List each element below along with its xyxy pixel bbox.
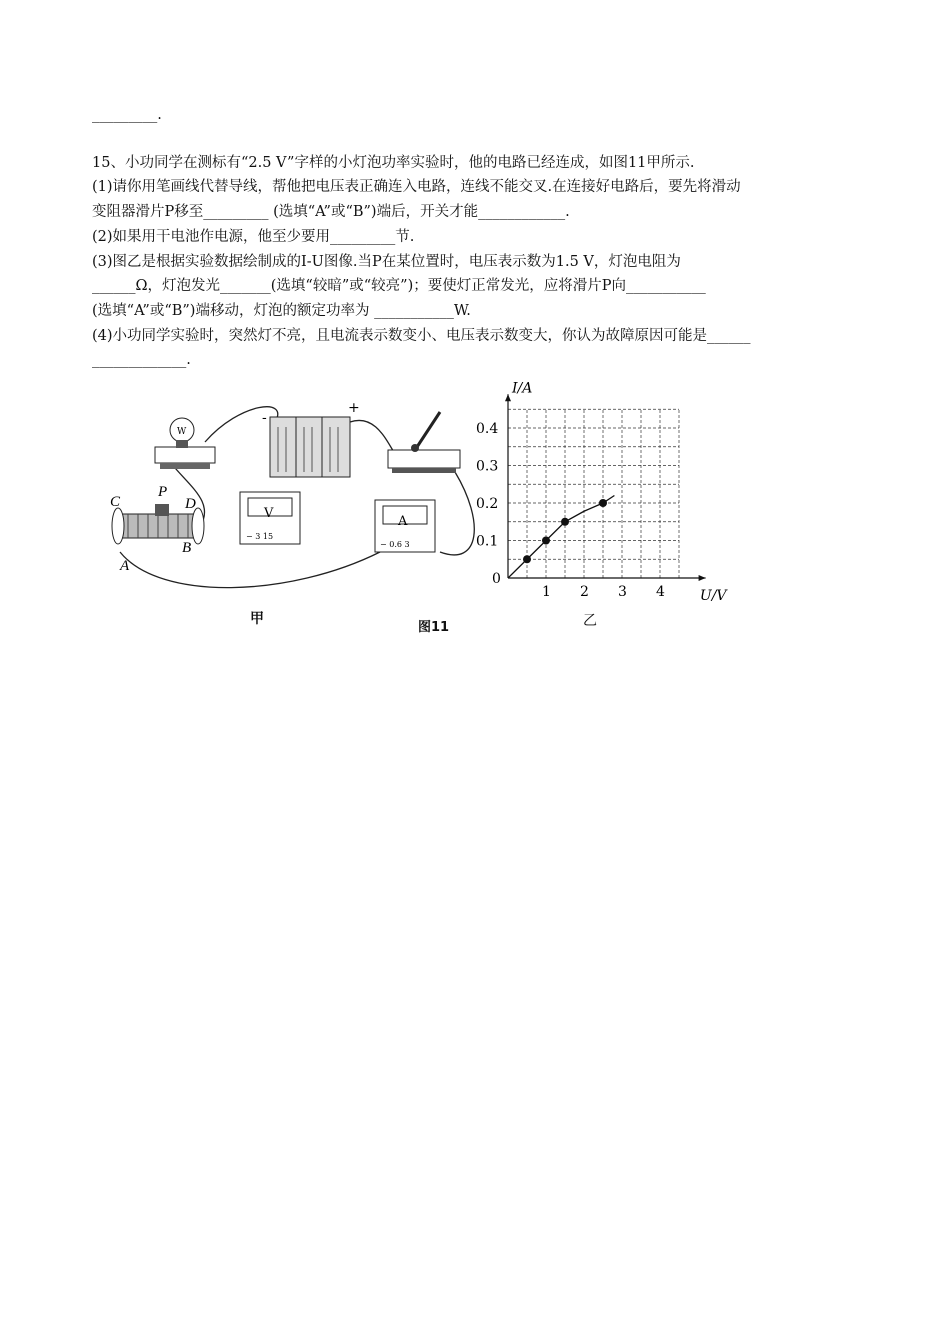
text-line: ______Ω，灯泡发光_______(选填“较暗”或“较亮”)；要使灯正常发光，应将滑片P向___________ bbox=[92, 278, 706, 294]
svg-text:V: V bbox=[264, 506, 274, 521]
chart-axes bbox=[505, 394, 706, 581]
voltmeter-icon bbox=[240, 492, 300, 544]
y-tick-label: 0.3 bbox=[476, 458, 499, 475]
svg-text:+: + bbox=[348, 400, 360, 416]
data-curve bbox=[508, 496, 614, 579]
chart-ticks bbox=[476, 421, 665, 600]
x-tick-label: 1 bbox=[542, 584, 551, 600]
text-line: 变阻器滑片P移至_________ (选填“A”或“B”)端后，开关才能____________. bbox=[92, 204, 570, 220]
text-line: (1)请你用笔画线代替导线，帮他把电压表正确连入电路，连线不能交叉.在连接好电路后，要先将滑动 bbox=[92, 179, 741, 195]
figure-label-jia: 甲 bbox=[250, 611, 264, 627]
x-tick-label: 2 bbox=[580, 584, 589, 600]
origin-label: 0 bbox=[492, 571, 501, 587]
figure-label-yi: 乙 bbox=[583, 613, 597, 629]
y-axis-arrow bbox=[505, 394, 511, 401]
svg-text:D: D bbox=[185, 496, 196, 512]
y-tick-label: 0.1 bbox=[476, 533, 499, 550]
text-line: (3)图乙是根据实验数据绘制成的I-U图像.当P在某位置时，电压表示数为1.5 V，灯泡电阻为 bbox=[92, 254, 681, 270]
svg-text:C: C bbox=[110, 494, 121, 510]
y-tick-label: 0.2 bbox=[476, 496, 499, 512]
svg-text:A: A bbox=[120, 558, 130, 574]
figure-caption: 图11 bbox=[418, 620, 450, 635]
x-tick-label: 4 bbox=[656, 584, 665, 600]
svg-text:W: W bbox=[177, 427, 187, 437]
x-tick-label: 3 bbox=[618, 584, 627, 600]
text-line: (4)小功同学实验时，突然灯不亮，且电流表示数变小、电压表示数变大，你认为故障原因可能是______ bbox=[92, 328, 751, 344]
svg-text:B: B bbox=[182, 540, 192, 556]
text-line: _________. bbox=[92, 107, 162, 123]
text-line: (选填“A”或“B”)端移动，灯泡的额定功率为 ___________W. bbox=[92, 303, 471, 319]
ammeter-icon bbox=[375, 500, 435, 552]
data-point bbox=[523, 555, 531, 563]
svg-text:A: A bbox=[398, 514, 408, 529]
x-axis-arrow bbox=[699, 575, 706, 581]
iu-chart bbox=[470, 380, 760, 612]
data-point bbox=[561, 518, 569, 526]
svg-text:− 0.6 3: − 0.6 3 bbox=[380, 540, 410, 549]
circuit-diagram bbox=[100, 392, 480, 632]
switch-icon bbox=[388, 412, 460, 473]
svg-text:− 3 15: − 3 15 bbox=[246, 532, 274, 541]
text-line: (2)如果用干电池作电源，他至少要用_________节. bbox=[92, 229, 415, 245]
data-point bbox=[599, 499, 607, 507]
text-line: _____________. bbox=[92, 352, 191, 368]
svg-text:-: - bbox=[262, 410, 267, 426]
text-line: 15、小功同学在测标有“2.5 V”字样的小灯泡功率实验时，他的电路已经连成，如图11甲所示. bbox=[92, 155, 695, 171]
y-axis-label: I/A bbox=[512, 380, 533, 397]
x-axis-label: U/V bbox=[699, 588, 727, 604]
data-point bbox=[542, 537, 550, 545]
bulb-icon bbox=[155, 418, 215, 469]
y-tick-label: 0.4 bbox=[476, 421, 499, 437]
svg-text:P: P bbox=[158, 484, 168, 500]
